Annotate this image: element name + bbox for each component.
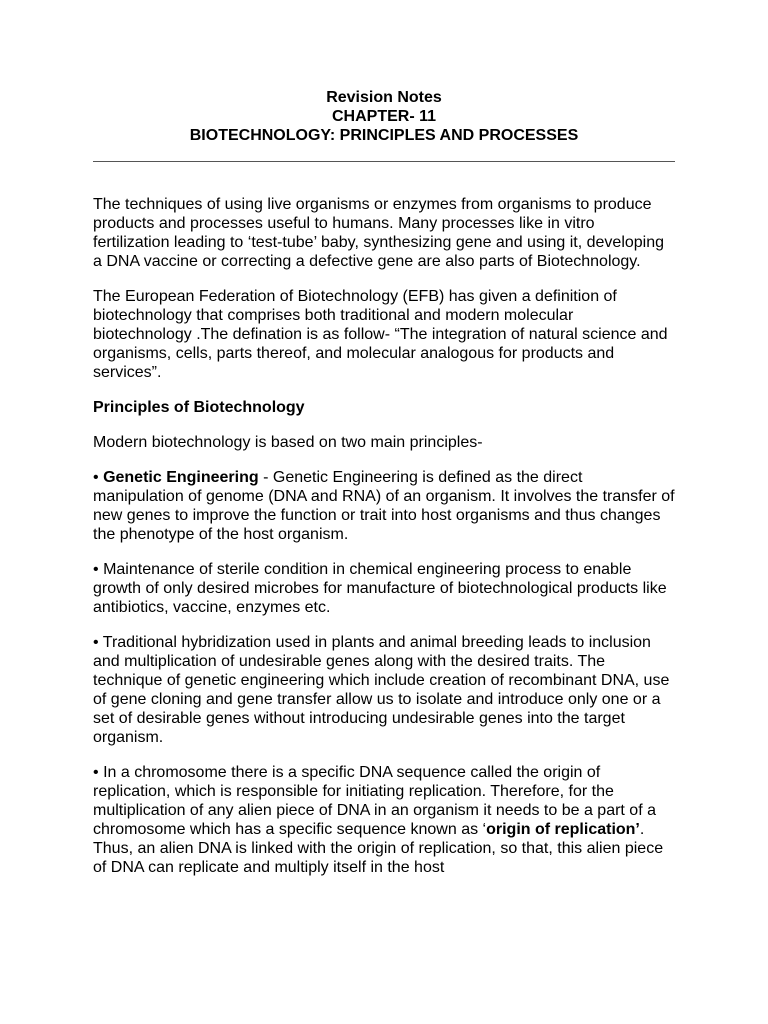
bullet-marker: • [93, 469, 99, 486]
principles-lead: Modern biotechnology is based on two main principles- [93, 434, 483, 451]
origin-text-after: . Thus, an alien DNA is linked with the origin of replication, so that, this alien piece of DNA can replicate and multiply itself in the host [93, 821, 664, 876]
origin-of-replication-term: origin of replication’ [486, 821, 640, 838]
origin-text-before: In a chromosome there is a specific DNA sequence called the origin of replication, which is responsible for initiating replication. Therefore, for the multiplication of any alien piece of DNA in an organism it needs to be a part of a chromosome which has a specific sequence known as ‘ [93, 764, 656, 838]
genetic-engineering-text: - Genetic Engineering is defined as the direct manipulation of genome (DNA and RNA) of an organism. It involves the transfer of new genes to improve the function or trait into host organisms and thus changes the phenotype of the host organism. [93, 469, 675, 543]
sterile-condition-text: Maintenance of sterile condition in chemical engineering process to enable growth of only desired microbes for manufacture of biotechnological products like antibiotics, vaccine, enzymes etc. [93, 561, 667, 616]
document-body [93, 195, 675, 877]
document-header [93, 88, 675, 145]
bullet-marker: • [93, 764, 99, 781]
chapter-number: CHAPTER- 11 [331, 108, 437, 125]
bullet-origin-of-replication [93, 763, 675, 877]
principles-heading: Principles of Biotechnology [93, 399, 305, 416]
genetic-engineering-term: Genetic Engineering [103, 469, 259, 486]
bullet-marker: • [93, 634, 99, 651]
header-divider [93, 161, 675, 162]
bullet-sterile-condition [93, 560, 675, 617]
header-title: Revision Notes [326, 89, 442, 106]
chapter-title: BIOTECHNOLOGY: PRINCIPLES AND PROCESSES [189, 127, 579, 144]
hybridization-text: Traditional hybridization used in plants and animal breeding leads to inclusion and multiplication of undesirable genes along with the desired traits. The technique of genetic engineering which include creation of recombinant DNA, use of gene cloning and gene transfer allow us to isolate and introduce only one or a set of desirable genes without introducing undesirable genes into the target organism. [93, 634, 670, 746]
bullet-genetic-engineering [93, 468, 675, 544]
bullet-marker: • [93, 561, 99, 578]
efb-definition-paragraph: The European Federation of Biotechnology (EFB) has given a definition of biotechnology that comprises both traditional and modern molecular biotechnology .The defination is as follow- “The integration of natural science and organisms, cells, parts thereof, and molecular analogous for products and services”. [93, 288, 668, 381]
intro-paragraph: The techniques of using live organisms or enzymes from organisms to produce products and processes useful to humans. Many processes like in vitro fertilization leading to ‘test-tube’ baby, synthesizing gene and using it, developing a DNA vaccine or correcting a defective gene are also parts of Biotechnology. [93, 196, 665, 270]
bullet-hybridization [93, 633, 675, 747]
